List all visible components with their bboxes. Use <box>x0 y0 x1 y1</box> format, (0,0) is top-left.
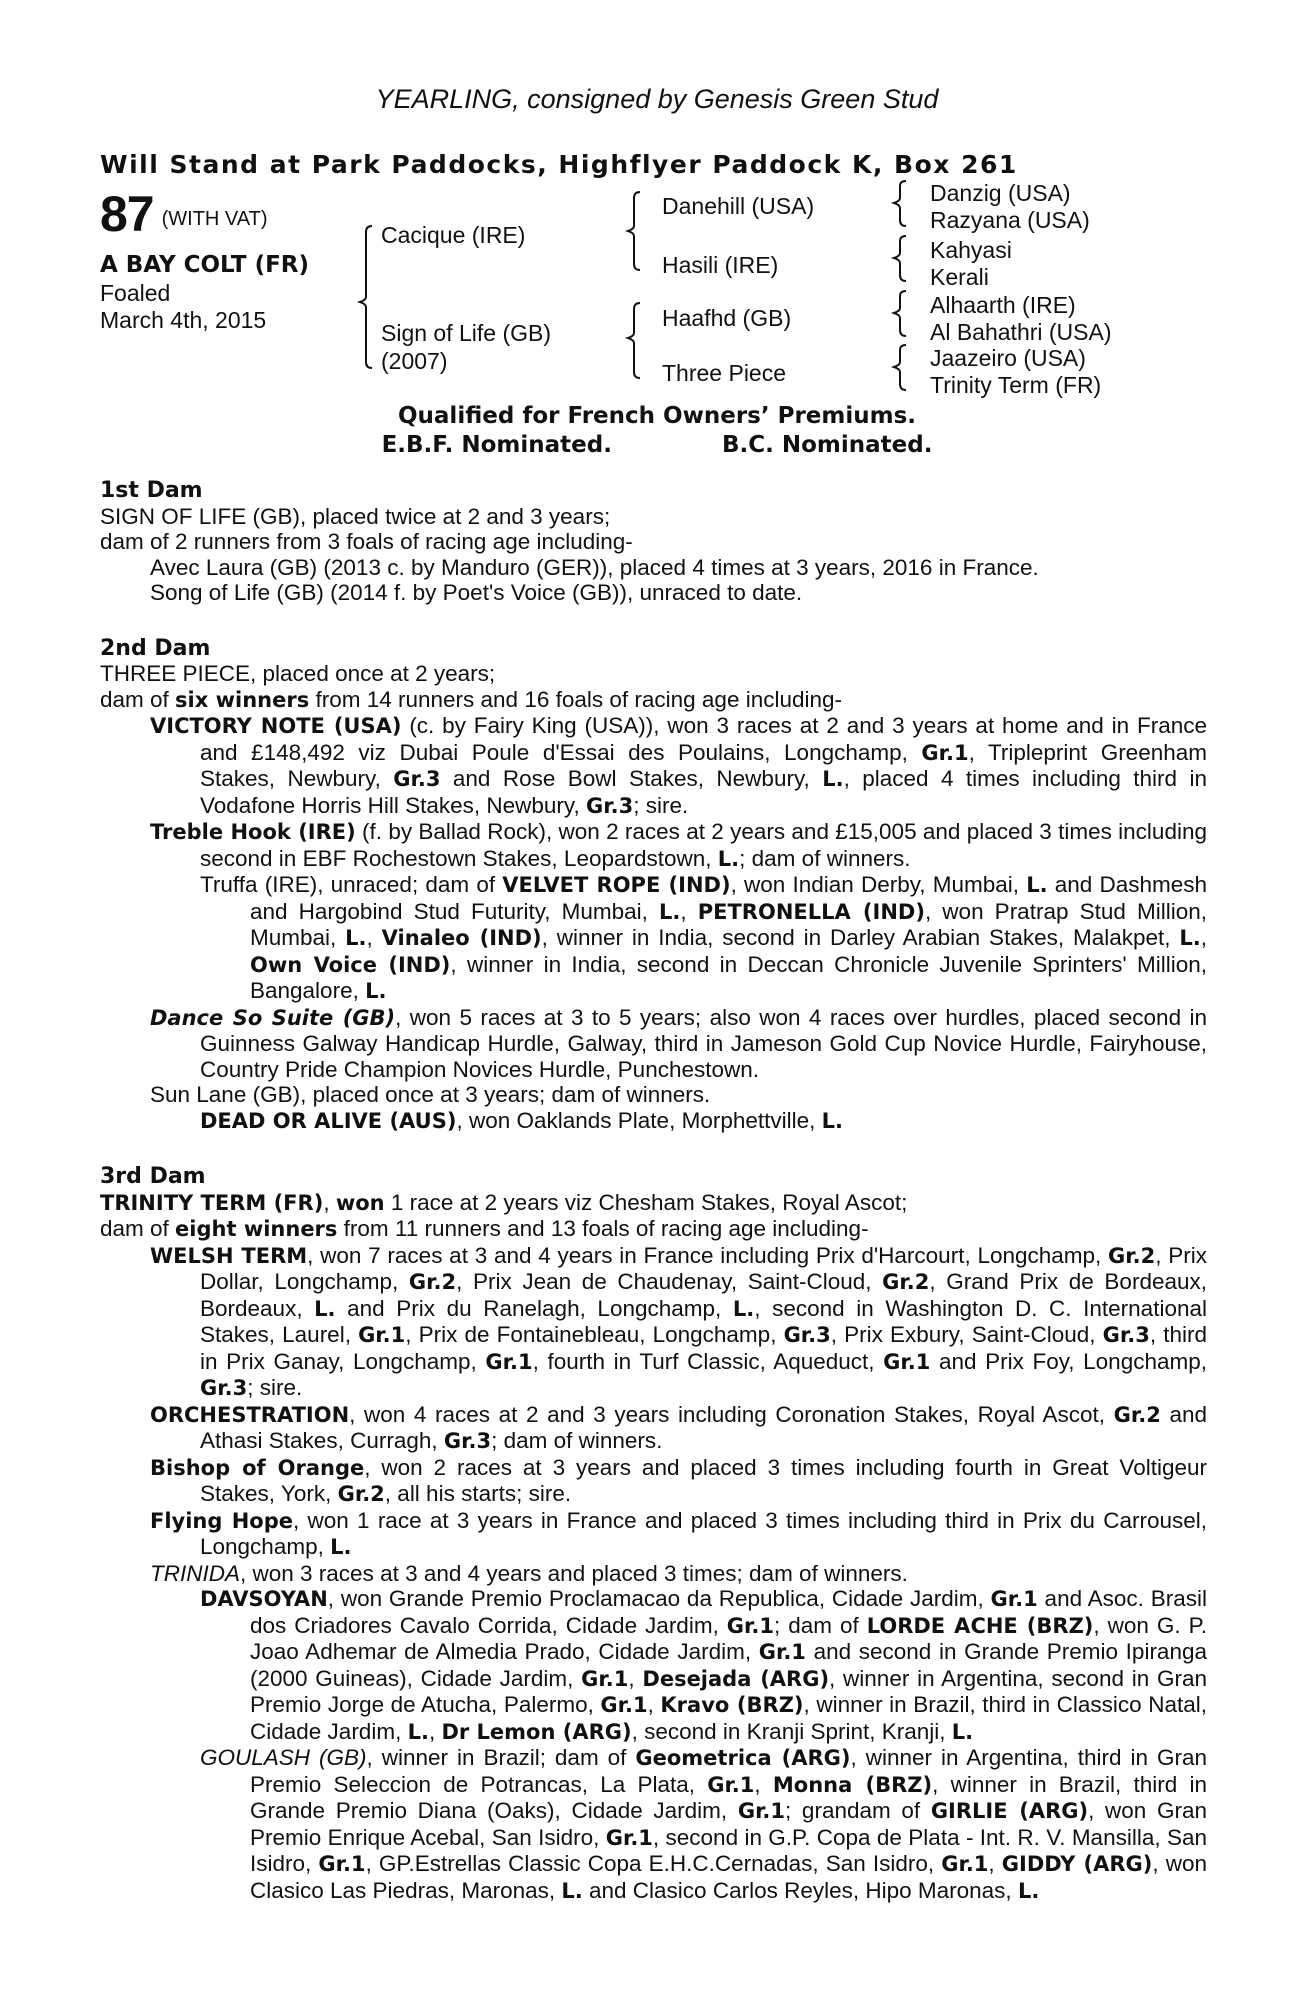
foaled-label: Foaled <box>100 280 171 306</box>
brace-three-piece <box>894 345 906 390</box>
pedigree-sire-sire: Danehill (USA) <box>662 193 815 219</box>
horse-title: A BAY COLT (FR) <box>100 252 310 278</box>
ebf-nominated: E.B.F. Nominated. <box>381 432 612 458</box>
third-dam-line: dam of eight winners from 11 runners and 13 foals of racing age including- <box>100 1216 869 1241</box>
pedigree-ggp: Alhaarth (IRE) <box>930 292 1076 318</box>
produce-entry: Song of Life (GB) (2014 f. by Poet's Voice (GB)), unraced to date. <box>150 580 803 605</box>
first-dam-line: dam of 2 runners from 3 foals of racing age including- <box>100 529 633 554</box>
pedigree-ggp: Jaazeiro (USA) <box>930 345 1086 371</box>
produce-entry: VICTORY NOTE (USA) (c. by Fairy King (USA)), won 3 races at 2 and 3 years at home and in France and £148,492 viz Dubai Poule d'Essai des Poulains, Longchamp, Gr.1, Tripleprint Greenham Stakes, Newbury, Gr.3 and Rose Bowl Stakes, Newbury, L., placed 4 times including third in Vodafone Horris Hill Stakes, Newbury, Gr.3; sire. <box>150 713 1207 818</box>
first-dam-line: SIGN OF LIFE (GB), placed twice at 2 and 3 years; <box>100 503 611 529</box>
pedigree-dam: Sign of Life (GB) <box>381 320 552 346</box>
produce-entry: Flying Hope, won 1 race at 3 years in France and placed 3 times including third in Prix du Carrousel, Longchamp, L. <box>150 1507 1207 1559</box>
produce-entry: Dance So Suite (GB), won 5 races at 3 to 5 years; also won 4 races over hurdles, placed second in Guinness Galway Handicap Hurdle, Galway, third in Jameson Gold Cup Novice Hurdle, Fairyhouse, Country Pride Champion Novices Hurdle, Punchestown. <box>150 1004 1207 1082</box>
second-dam-line: THREE PIECE, placed once at 2 years; <box>100 661 496 686</box>
vat-note: (WITH VAT) <box>161 208 268 230</box>
produce-entry: ORCHESTRATION, won 4 races at 2 and 3 years including Coronation Stakes, Royal Ascot, Gr.2 and Athasi Stakes, Curragh, Gr.3; dam of winners. <box>150 1401 1207 1453</box>
bc-nominated: B.C. Nominated. <box>721 432 933 458</box>
pedigree-dam-dam: Three Piece <box>662 360 787 386</box>
pedigree-ggp: Danzig (USA) <box>930 180 1071 206</box>
page-header: YEARLING, consigned by Genesis Green Stud <box>375 84 939 114</box>
section-heading-first-dam: 1st Dam <box>100 478 203 503</box>
foaled-date: March 4th, 2015 <box>100 307 267 333</box>
pedigree-ggp: Kerali <box>930 264 989 290</box>
brace-haafhd <box>894 291 906 336</box>
brace-dam <box>628 303 640 378</box>
produce-entry: Avec Laura (GB) (2013 c. by Manduro (GER)), placed 4 times at 3 years, 2016 in France. <box>150 554 1039 580</box>
catalogue-body <box>100 478 1207 1904</box>
second-dam-line: dam of six winners from 14 runners and 16 foals of racing age including- <box>100 686 843 712</box>
pedigree-braces <box>0 0 1314 420</box>
pedigree-ggp: Trinity Term (FR) <box>930 372 1102 398</box>
produce-entry: DAVSOYAN, won Grande Premio Proclamacao da Republica, Cidade Jardim, Gr.1 and Asoc. Brasil dos Criadores Cavalo Corrida, Cidade Jardim, Gr.1; dam of LORDE ACHE (BRZ), won G. P. Joao Adhemar de Almedia Prado, Cidade Jardim, Gr.1 and second in Grande Premio Ipiranga (2000 Guineas), Cidade Jardim, Gr.1, Desejada (ARG), winner in Argentina, second in Gran Premio Jorge de Atucha, Palermo, Gr.1, Kravo (BRZ), winner in Brazil, third in Classico Natal, Cidade Jardim, L., Dr Lemon (ARG), second in Kranji Sprint, Kranji, L. <box>200 1586 1208 1744</box>
produce-entry: WELSH TERM, won 7 races at 3 and 4 years in France including Prix d'Harcourt, Longchamp, Gr.2, Prix Dollar, Longchamp, Gr.2, Prix Jean de Chaudenay, Saint-Cloud, Gr.2, Grand Prix de Bordeaux, Bordeaux, L. and Prix du Ranelagh, Longchamp, L., second in Washington D. C. International Stakes, Laurel, Gr.1, Prix de Fontainebleau, Longchamp, Gr.3, Prix Exbury, Saint-Cloud, Gr.3, third in Prix Ganay, Longchamp, Gr.1, fourth in Turf Classic, Aqueduct, Gr.1 and Prix Foy, Longchamp, Gr.3; sire. <box>150 1242 1207 1400</box>
brace-danehill <box>894 181 906 226</box>
pedigree-sire: Cacique (IRE) <box>381 222 526 248</box>
produce-entry: Truffa (IRE), unraced; dam of VELVET ROPE (IND), won Indian Derby, Mumbai, L. and Dashmesh and Hargobind Stud Futurity, Mumbai, L., PETRONELLA (IND), won Pratrap Stud Million, Mumbai, L., Vinaleo (IND), winner in India, second in Darley Arabian Stakes, Malakpet, L., Own Voice (IND), winner in India, second in Deccan Chronicle Juvenile Sprinters' Million, Bangalore, L. <box>200 872 1207 1003</box>
premiums-note: Qualified for French Owners’ Premiums. <box>397 403 917 429</box>
produce-entry: Sun Lane (GB), placed once at 3 years; dam of winners. <box>150 1082 711 1107</box>
produce-entry: Treble Hook (IRE) (f. by Ballad Rock), won 2 races at 2 years and £15,005 and placed 3 times including second in EBF Rochestown Stakes, Leopardstown, L.; dam of winners. <box>150 819 1207 871</box>
produce-entry: TRINIDA, won 3 races at 3 and 4 years and placed 3 times; dam of winners. <box>150 1560 908 1586</box>
brace-sire <box>628 192 640 270</box>
section-heading-second-dam: 2nd Dam <box>100 635 211 661</box>
produce-entry: DEAD OR ALIVE (AUS), won Oaklands Plate, Morphettville, L. <box>200 1107 843 1133</box>
produce-entry: Bishop of Orange, won 2 races at 3 years and placed 3 times including fourth in Great Voltigeur Stakes, York, Gr.2, all his starts; sire. <box>150 1454 1207 1506</box>
pedigree-dam-sire: Haafhd (GB) <box>662 305 792 331</box>
stand-location: Will Stand at Park Paddocks, Highflyer Paddock K, Box 261 <box>100 150 1018 179</box>
brace-gen1 <box>360 226 372 368</box>
pedigree-sire-dam: Hasili (IRE) <box>662 252 779 278</box>
section-heading-third-dam: 3rd Dam <box>100 1164 206 1189</box>
pedigree-ggp: Kahyasi <box>930 237 1012 263</box>
pedigree-ggp: Al Bahathri (USA) <box>930 319 1112 345</box>
pedigree-dam-year: (2007) <box>381 348 448 374</box>
third-dam-line: TRINITY TERM (FR), won 1 race at 2 years viz Chesham Stakes, Royal Ascot; <box>100 1189 908 1215</box>
pedigree-ggp: Razyana (USA) <box>930 207 1090 233</box>
produce-entry: GOULASH (GB), winner in Brazil; dam of Geometrica (ARG), winner in Argentina, third in Gran Premio Seleccion de Potrancas, La Plata, Gr.1, Monna (BRZ), winner in Brazil, third in Grande Premio Diana (Oaks), Cidade Jardim, Gr.1; grandam of GIRLIE (ARG), won Gran Premio Enrique Acebal, San Isidro, Gr.1, second in G.P. Copa de Plata - Int. R. V. Mansilla, San Isidro, Gr.1, GP.Estrellas Classic Copa E.H.C.Cernadas, San Isidro, Gr.1, GIDDY (ARG), won Clasico Las Piedras, Maronas, L. and Clasico Carlos Reyles, Hipo Maronas, L. <box>200 1745 1207 1903</box>
nominations-note <box>0 432 1314 458</box>
lot-number: 87 <box>100 186 154 242</box>
brace-hasili <box>894 236 906 281</box>
